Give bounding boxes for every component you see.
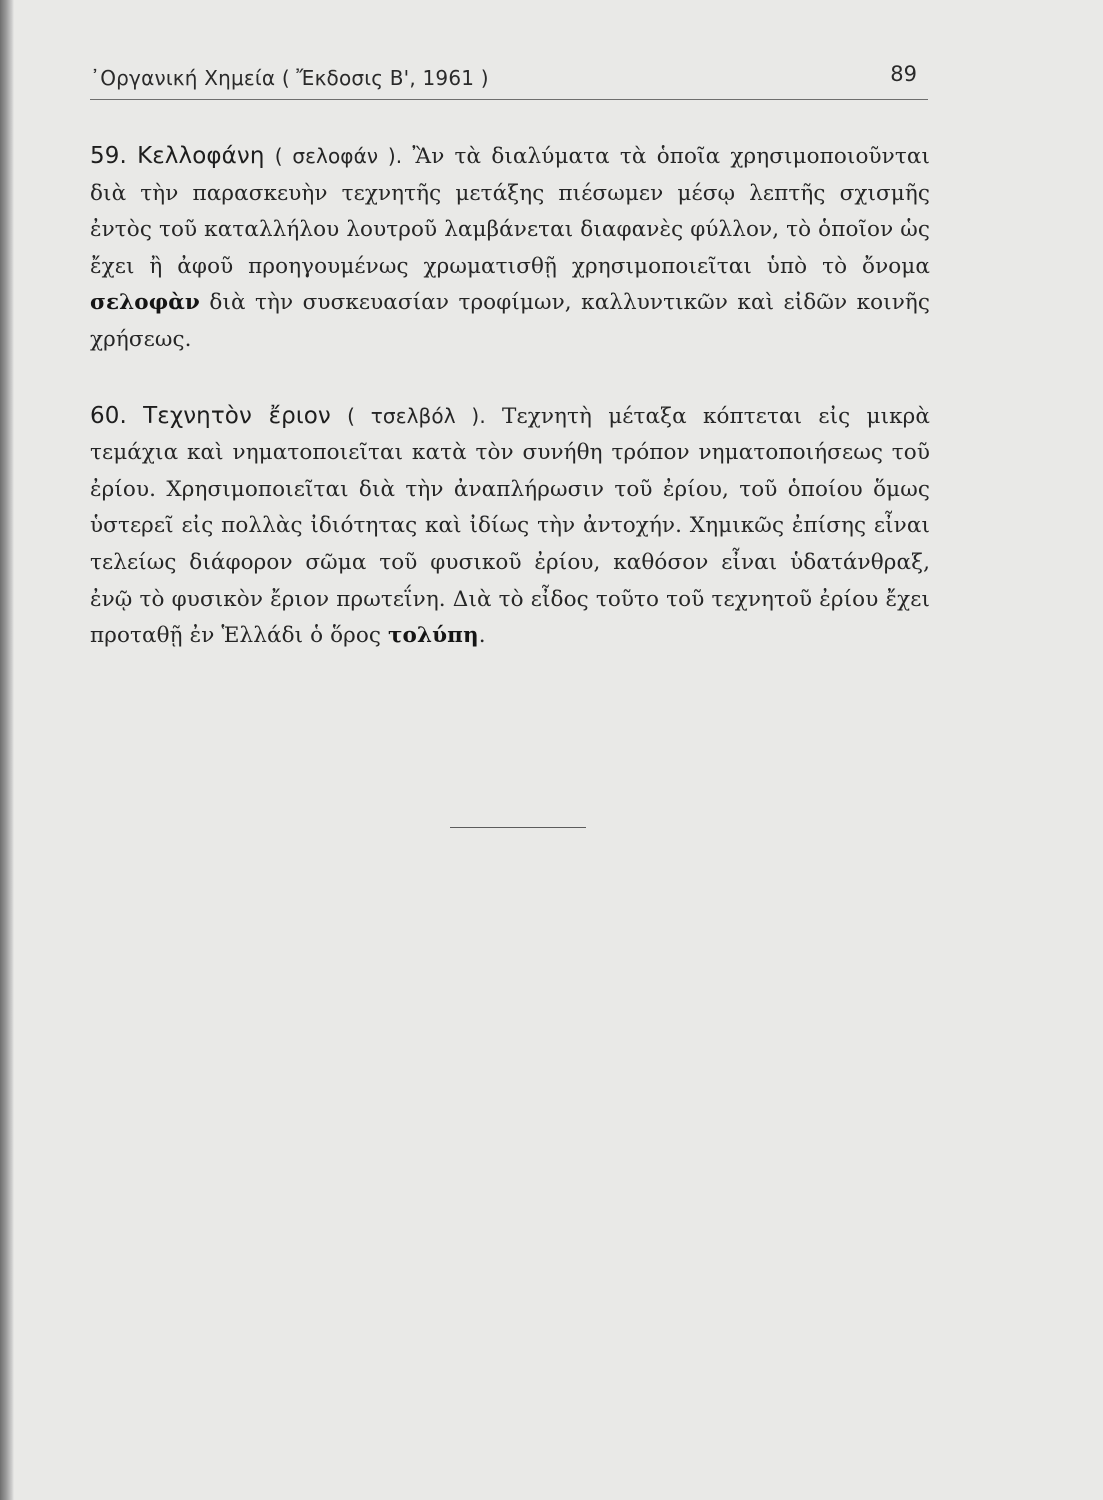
running-header xyxy=(90,62,925,98)
section-60-bold-term: τολύπη xyxy=(387,623,479,649)
section-59-alt-name: ( σελοφάν ). xyxy=(274,144,403,168)
section-59-text-end: διὰ τὴν συσκευασίαν τροφίμων, καλλυντικῶν καὶ εἰδῶν κοινῆς χρήσεως. xyxy=(90,290,930,352)
section-60-text: Τεχνητὴ μέταξα κόπτεται εἰς μικρὰ τεμάχια καὶ νηματοποιεῖται κατὰ τὸν συνήθη τρόπον νηματοποιήσεως τοῦ ἐρίου. Χρησιμοποιεῖται διὰ τὴν ἀναπλήρωσιν τοῦ ἐρίου, τοῦ ὁποίου ὅμως ὑστερεῖ εἰς πολλὰς ἰδιότητας καὶ ἰδίως τὴν ἀντοχήν. Χημικῶς ἐπίσης εἶναι τελείως διάφορον σῶμα τοῦ φυσικοῦ ἐρίου, καθόσον εἶναι ὑδατάνθραξ, ἐνῷ τὸ φυσικὸν ἔριον πρωτεΐνη. Διὰ τὸ εἶδος τοῦτο τοῦ τεχνητοῦ ἐρίου ἔχει προταθῇ ἐν Ἑλλάδι ὁ ὅρος xyxy=(90,403,931,649)
section-59-paragraph xyxy=(90,138,930,359)
page-body xyxy=(90,138,930,655)
section-59-text: Ἂν τὰ διαλύματα τὰ ὁποῖα χρησιμοποιοῦνται διὰ τὴν παρασκευὴν τεχνητῆς μετάξης πιέσωμεν μέσῳ λεπτῆς σχισμῆς ἐντὸς τοῦ καταλλήλου λουτροῦ λαμβάνεται διαφανὲς φύλλον, τὸ ὁποῖον ὡς ἔχει ἢ ἀφοῦ προηγουμένως χρωματισθῇ χρησιμοποιεῖται ὑπὸ τὸ ὄνομα xyxy=(90,144,930,279)
section-59-heading: Κελλοφάνη xyxy=(137,143,265,169)
header-title: ᾿Οργανική Χημεία ( Ἔκδοσις Β', 1961 ) xyxy=(90,66,489,90)
section-60-number: 60. xyxy=(90,402,127,429)
page-binding-edge xyxy=(0,0,14,1500)
page-number: 89 xyxy=(890,62,917,86)
section-60-text-end: . xyxy=(478,623,486,649)
section-59-number: 59. xyxy=(90,143,127,169)
section-60-heading: Τεχνητὸν ἔριον xyxy=(143,402,331,429)
section-60-paragraph xyxy=(90,398,930,655)
header-rule xyxy=(90,99,928,100)
section-60-alt-name: ( τσελβόλ ). xyxy=(347,403,486,428)
section-end-rule xyxy=(450,827,586,828)
section-59-bold-term: σελοφὰν xyxy=(90,290,200,316)
